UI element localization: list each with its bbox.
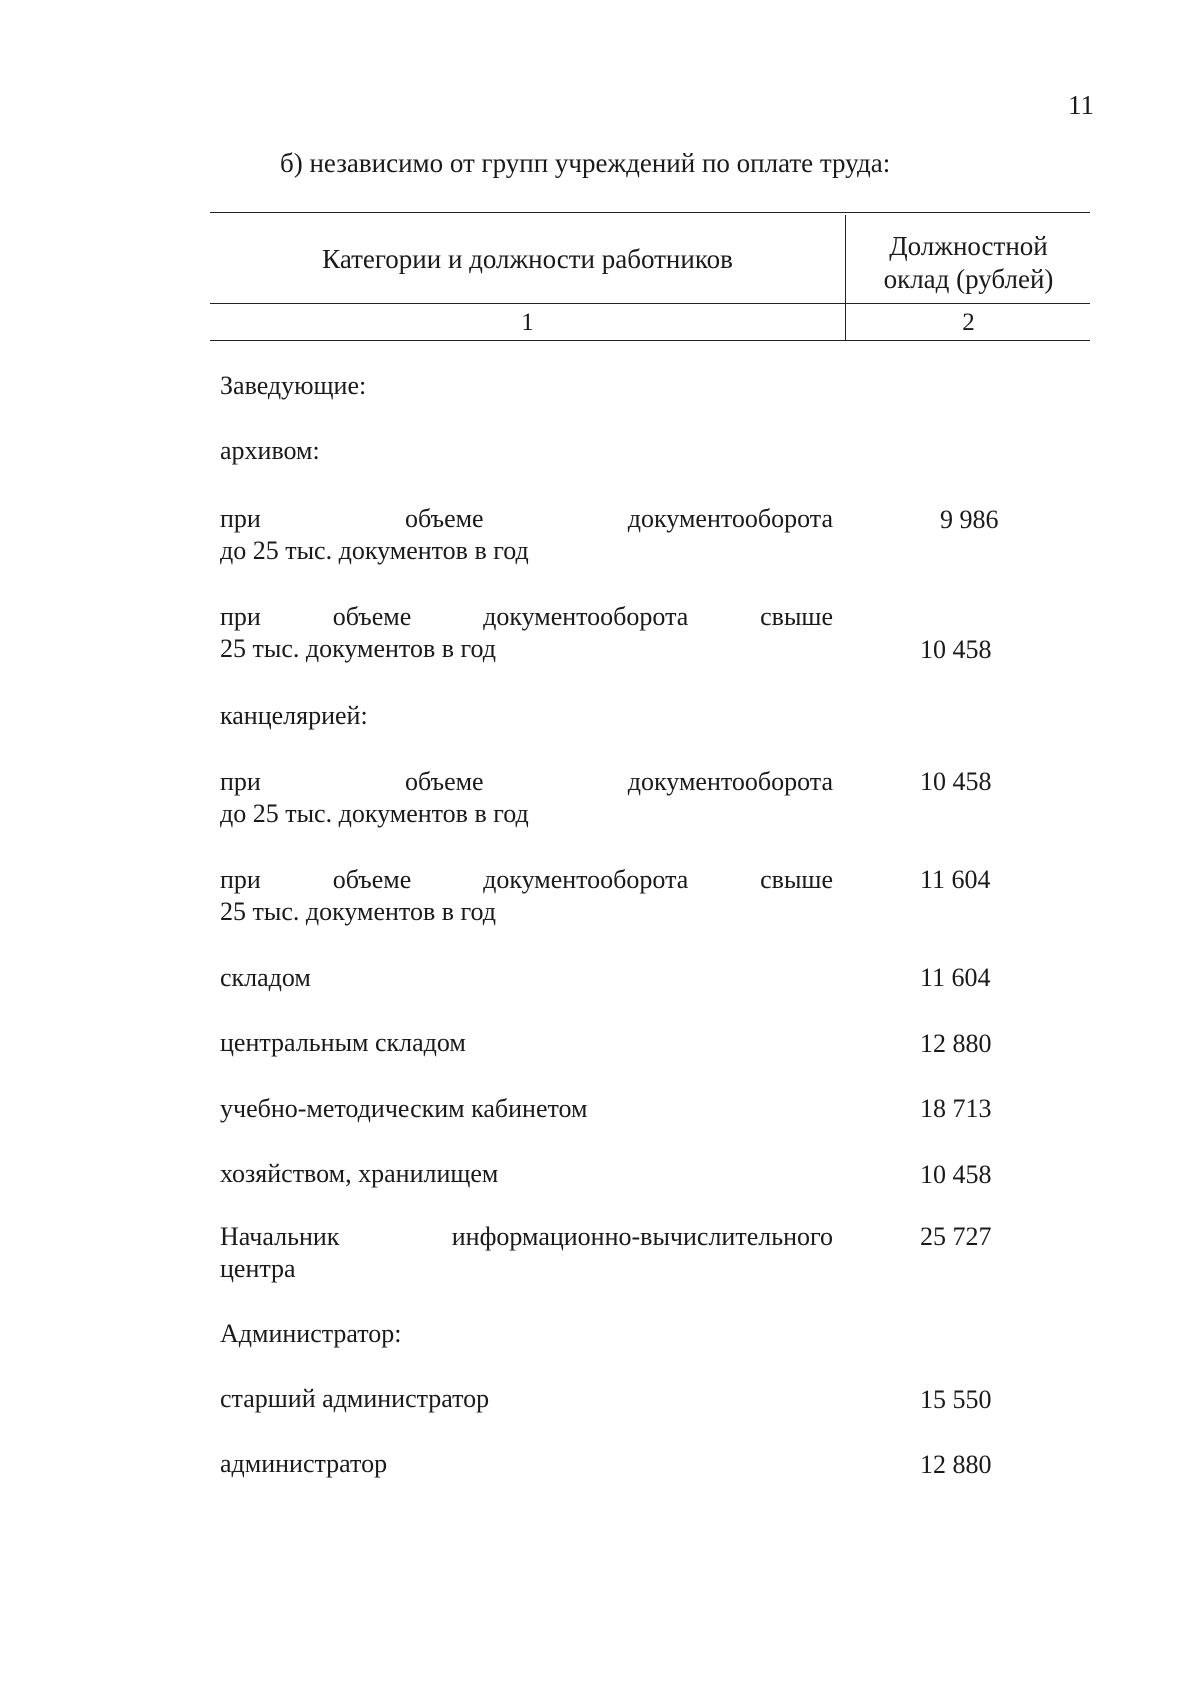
- table-colnum-rule: [210, 340, 1090, 341]
- row-label: складом: [220, 963, 311, 992]
- table-row: [220, 864, 833, 928]
- column-number-1: 1: [521, 309, 534, 336]
- row-label: хозяйством, хранилищем: [220, 1159, 499, 1188]
- row-salary-value: 15 550: [920, 1385, 992, 1414]
- row-label: учебно-методическим кабинетом: [220, 1094, 588, 1123]
- table-column-divider: [845, 215, 846, 341]
- column-number-2: 2: [962, 309, 975, 336]
- header-categories-label: Категории и должности работников: [322, 244, 733, 274]
- table-row: [220, 1093, 833, 1125]
- row-heading-zaveduyushchie: [220, 370, 833, 402]
- row-label: при объеме документооборота свыше: [220, 602, 833, 631]
- row-heading-administrator: [220, 1318, 833, 1350]
- row-salary-value: 10 458: [920, 767, 992, 796]
- row-heading-arkhivom: [220, 435, 833, 467]
- table-top-rule: [210, 212, 1090, 213]
- row-salary-value: 10 458: [920, 1160, 992, 1189]
- table-row: [220, 1221, 833, 1285]
- row-salary-value: 10 458: [920, 635, 992, 664]
- row-salary-value: 25 727: [920, 1222, 992, 1251]
- row-salary-value: 18 713: [920, 1094, 992, 1123]
- header-salary-line1: Должностной: [889, 231, 1048, 261]
- row-label-continuation: до 25 тыс. документов в год: [220, 536, 529, 565]
- row-salary-value: 11 604: [920, 963, 991, 992]
- row-salary-value: 11 604: [920, 865, 991, 894]
- row-label: Начальник информационно-вычислительного: [220, 1222, 833, 1251]
- row-salary-value: 12 880: [920, 1029, 992, 1058]
- row-label: центральным складом: [220, 1028, 466, 1057]
- table-row: [220, 1027, 833, 1059]
- header-categories: [210, 243, 845, 276]
- row-label: Администратор:: [220, 1319, 402, 1348]
- table-header-rule: [210, 303, 1090, 304]
- table-row: [220, 1158, 833, 1190]
- row-salary-value: 9 986: [940, 505, 999, 534]
- row-label-continuation: 25 тыс. документов в год: [220, 897, 496, 926]
- row-label: при объеме документооборота свыше: [220, 865, 833, 894]
- row-label-continuation: центра: [220, 1254, 296, 1283]
- header-salary: [847, 230, 1090, 296]
- row-label: администратор: [220, 1449, 388, 1478]
- page-number: 11: [1068, 90, 1094, 120]
- row-label-continuation: до 25 тыс. документов в год: [220, 799, 529, 828]
- row-label-continuation: 25 тыс. документов в год: [220, 634, 496, 663]
- table-row: [220, 1448, 833, 1480]
- table-row: [220, 601, 833, 665]
- table-row: [220, 766, 833, 830]
- row-label: Заведующие:: [220, 371, 367, 400]
- row-label: канцелярией:: [220, 701, 368, 730]
- section-intro: б) независимо от групп учреждений по оплате труда:: [280, 148, 891, 178]
- table-row: [220, 1383, 833, 1415]
- row-label: при объеме документооборота: [220, 767, 833, 796]
- row-heading-kantselyariey: [220, 700, 833, 732]
- header-salary-line2: оклад (рублей): [883, 264, 1054, 294]
- row-salary-value: 12 880: [920, 1450, 992, 1479]
- row-label: архивом:: [220, 436, 320, 465]
- row-label: при объеме документооборота: [220, 504, 833, 533]
- table-row: [220, 503, 833, 567]
- row-label: старший администратор: [220, 1384, 490, 1413]
- table-row: [220, 962, 833, 994]
